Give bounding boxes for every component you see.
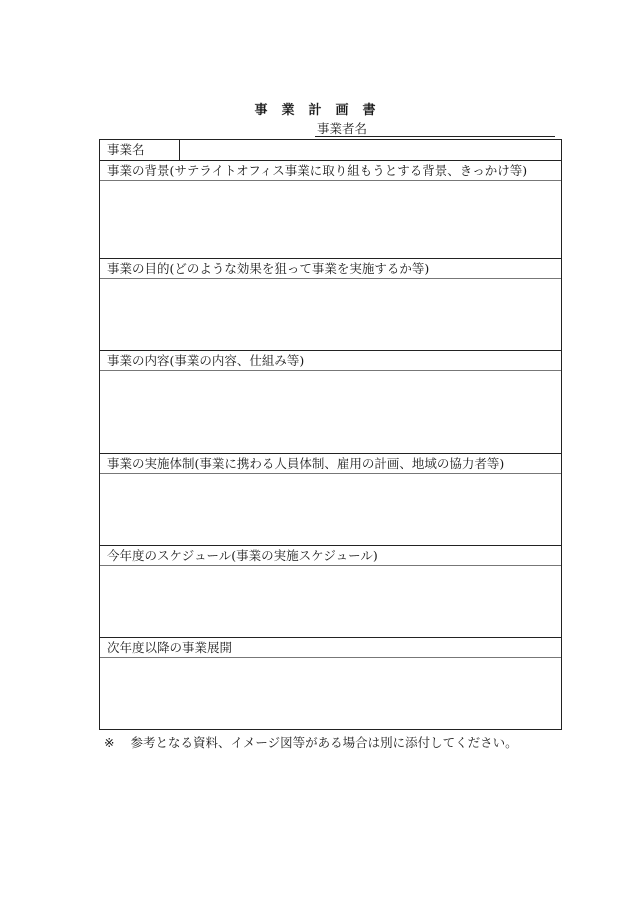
document-title: 事業計画書 bbox=[254, 103, 390, 118]
future-heading bbox=[100, 638, 561, 657]
plan-form-table bbox=[99, 139, 562, 730]
content-answer-area[interactable] bbox=[100, 371, 561, 453]
footnote bbox=[104, 733, 518, 751]
background-heading bbox=[100, 161, 561, 180]
structure-label: 事業の実施体制(事業に携わる人員体制、雇用の計画、地域の協力者等) bbox=[107, 456, 505, 471]
purpose-answer-area[interactable] bbox=[100, 279, 561, 350]
future-label: 次年度以降の事業展開 bbox=[107, 640, 233, 655]
applicant-name-label: 事業者名 bbox=[317, 121, 368, 136]
project-name-label: 事業名 bbox=[107, 142, 145, 157]
content-label: 事業の内容(事業の内容、仕組み等) bbox=[107, 353, 305, 368]
schedule-label: 今年度のスケジュール(事業の実施スケジュール) bbox=[107, 548, 378, 563]
structure-heading bbox=[100, 454, 561, 473]
note-mark: ※ bbox=[104, 735, 115, 750]
future-answer-area[interactable] bbox=[100, 658, 561, 729]
cell-divider bbox=[179, 140, 180, 160]
structure-answer-area[interactable] bbox=[100, 474, 561, 545]
purpose-heading bbox=[100, 259, 561, 278]
purpose-label: 事業の目的(どのような効果を狙って事業を実施するか等) bbox=[107, 261, 430, 276]
background-label: 事業の背景(サテライトオフィス事業に取り組もうとする背景、きっかけ等) bbox=[107, 163, 528, 178]
background-answer-area[interactable] bbox=[100, 181, 561, 258]
applicant-name-field[interactable] bbox=[315, 120, 555, 137]
project-name-row bbox=[100, 140, 561, 160]
schedule-heading bbox=[100, 546, 561, 565]
note-text: 参考となる資料、イメージ図等がある場合は別に添付してください。 bbox=[130, 735, 518, 750]
content-heading bbox=[100, 351, 561, 370]
schedule-answer-area[interactable] bbox=[100, 566, 561, 637]
